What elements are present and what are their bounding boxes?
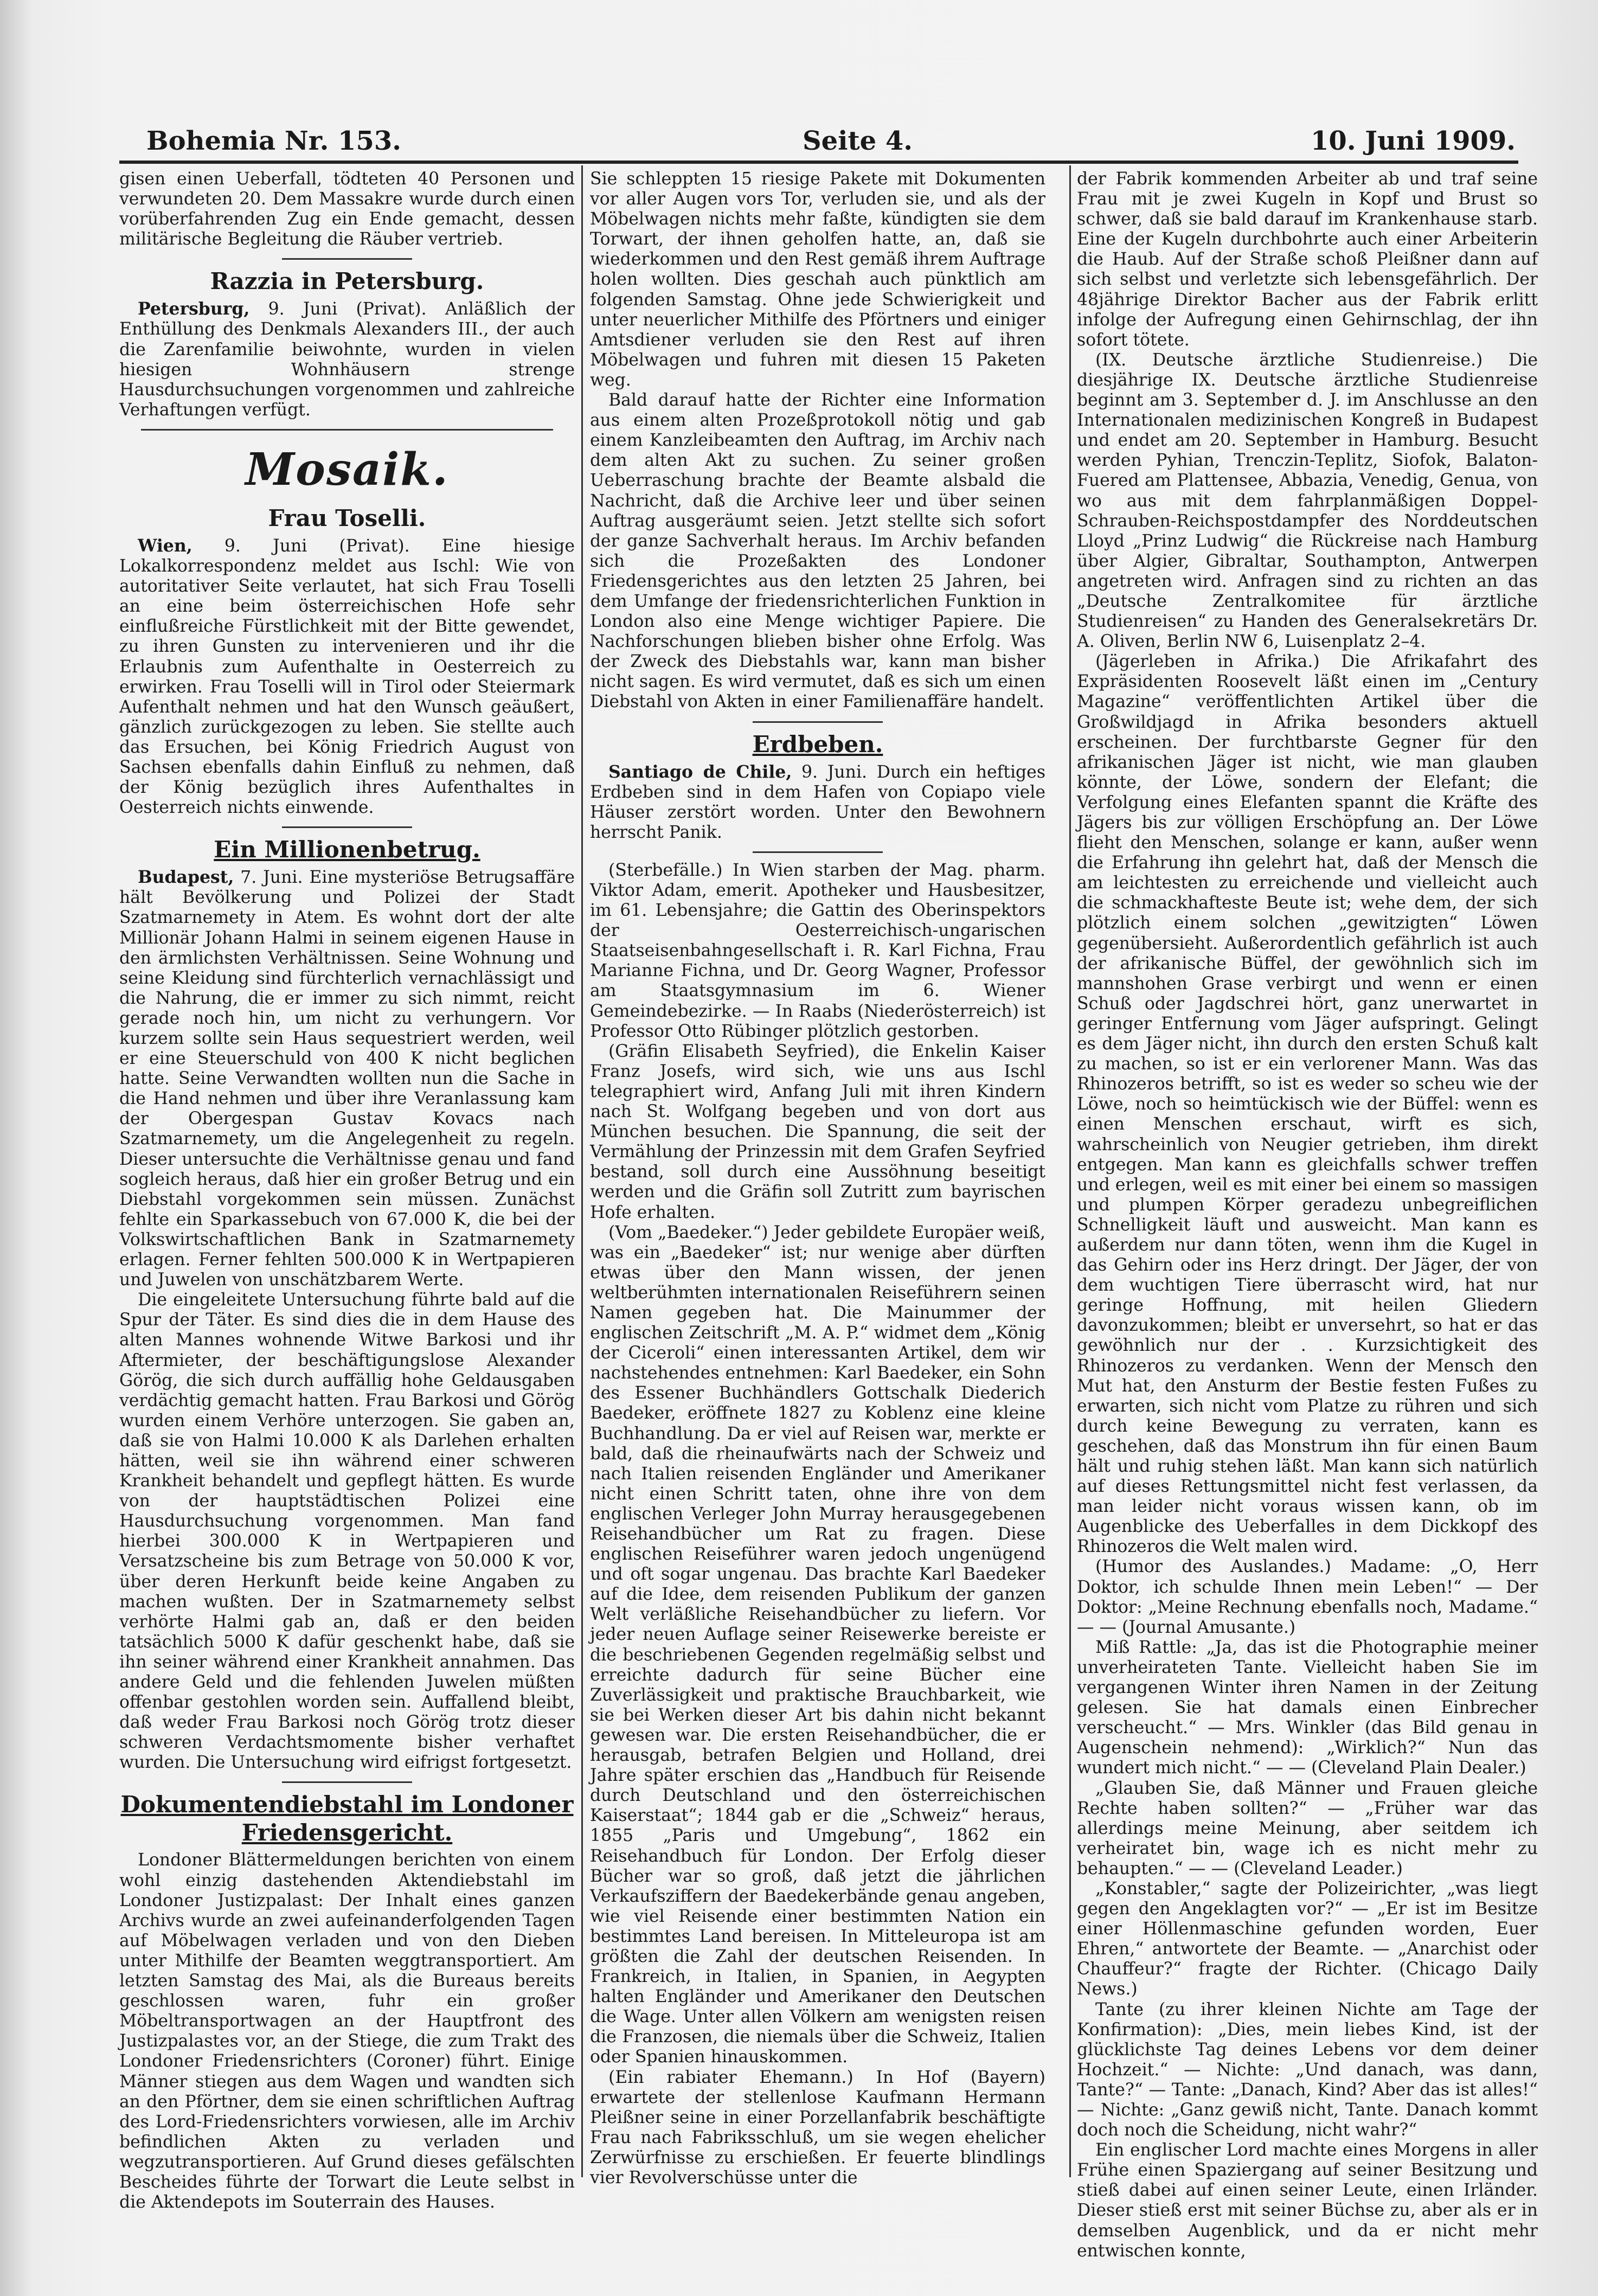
- section-title-mosaik: Mosaik.: [245, 443, 449, 496]
- column-divider-2: [1069, 165, 1071, 2177]
- humor-text: Madame: „O, Herr Doktor, ich schulde Ihnen mein Leben!“ — Der Doktor: „Meine Rechnung ebenfalls noch, Madame.“ — — (Journal Amusante.): [1077, 1557, 1538, 1637]
- column-2: [590, 169, 1045, 2188]
- article-toselli: [119, 536, 575, 818]
- dateline: Santiago de Chile,: [608, 761, 792, 782]
- article-text: 9. Juni (Privat). Anläßlich der Enthüllung des Denkmals Alexanders III., der auch die Zarenfamilie beiwohnte, wurden in vielen hiesigen Wohnhäusern strenge Hausdurchsuchungen vorgenommen und zahlreiche Verhaftungen verfügt.: [119, 299, 575, 420]
- item-jaegerleben: (Jägerleben in Afrika.) Die Afrikafahrt des Expräsidenten Roosevelt läßt einen im „Century Magazine“ veröffentlichten Artikel über die Großwildjagd in Afrika besonders aktuell erscheinen. Der furchtbarste Gegner für den afrikanischen Jäger ist nicht, wie man glauben könnte, der Löwe, sondern der Elefant; die Verfolgung eines Elefanten spannt die Kräfte des Jägers bis zur völligen Erschöpfung an. Der Löwe flieht den Menschen, solange er kann, außer wenn die Erfahrung ihn gelehrt hat, daß der Mensch die am leichtesten zu erreichende und vielleicht auch die schmackhafteste Beute ist; wehe dem, der sich plötzlich einem solchen „gewitzigten“ Löwen gegenübersieht. Außerordentlich gefährlich ist auch der afrikanische Büffel, der gewöhnlich sich im mannshohen Grase verbirgt und wenn er einen Schuß oder Jagdschrei hört, ganz unerwartet in geringer Entfernung vom Jäger aufspringt. Gelingt es dem Jäger nicht, ihn durch den ersten Schuß kalt zu machen, so ist er ein verlorener Mann. Was das Rhinozeros betrifft, so ist es weder so scheu wie der Löwe, noch so heimtückisch wie der Büffel: wenn es einen Menschen erschaut, wirft es sich, wahrscheinlich von Neugier getrieben, ihm direkt entgegen. Man kann es gleichfalls schwer treffen und erlegen, weil es mit einer bei einem so massigen und plumpen Körper geradezu unbegreiflichen Schnelligkeit läuft und ausweicht. Man kann es außerdem nur dann töten, wenn ihm die Kugel in das Gehirn oder ins Herz dringt. Der Jäger, der von dem wuchtigen Tiere überrascht wird, hat nur geringe Hoffnung, mit heilen Gliedern davonzukommen; bleibt er unversehrt, so hat er das gewöhnlich nur der . . Kurzsichtigkeit des Rhinozeros zu verdanken. Wenn der Mensch den Mut hat, den Ansturm der Bestie festen Fußes zu erwarten, sich nicht vom Platze zu rühren und sich durch keine Bewegung zu verraten, kann es geschehen, daß das Monstrum ihn für einen Baum hält und ruhig stehen läßt. Man kann sich natürlich auf dieses Rettungsmittel nicht fest verlassen, da man leider nicht voraus wissen kann, ob im Augenblicke des Ueberfalles in dem Dickkopf des Rhinozeros die Welt malen wird.: [1077, 652, 1538, 1557]
- page-header: [146, 120, 1516, 162]
- headline-razzia: Razzia in Petersburg.: [210, 268, 484, 295]
- column-divider-1: [581, 165, 583, 2177]
- article-text: 7. Juni. Eine mysteriöse Betrugsaffäre hält Bevölkerung und Polizei der Stadt Szatmarnemety in Atem. Es wohnt dort der alte Millionär Johann Halmi in seinem eigenen Hause in den ärmlichsten Verhältnissen. Seine Wohnung und seine Kleidung sind fürchterlich vernachlässigt und die Nahrung, die er immer zu sich nimmt, reicht gerade noch hin, um nicht zu verhungern. Vor kurzem sollte sein Haus sequestriert werden, weil er eine Steuerschuld von 400 K nicht beglichen hatte. Seine Verwandten wollten nun die Sache in die Hand nehmen und über ihre Veranlassung kam der Obergespan Gustav Kovacs nach Szatmarnemety, um die Angelegenheit zu regeln. Dieser untersuchte die Verhältnisse genau und fand sogleich heraus, daß hier ein großer Betrug und ein Diebstahl vorgekommen sein müssen. Zunächst fehlte ein Sparkassebuch von 67.000 K, die bei der Volkswirtschaftlichen Bank in Szatmarnemety erlagen. Ferner fehlten 500.000 K in Wertpapieren und Juwelen von unschätzbarem Werte.: [119, 868, 575, 1290]
- article-paragraph: Bald darauf hatte der Richter eine Information aus einem alten Prozeßprotokoll nötig und gab einem Kanzleibeamten den Auftrag, im Archiv nach dem alten Akt zu suchen. Zu seiner großen Ueberraschung brachte der Beamte alsbald die Nachricht, daß die Archive leer und über seinen Auftrag ausgeräumt seien. Jetzt stellte sich sofort der ganze Sachverhalt heraus. Im Archiv befanden sich die Prozeßakten des Londoner Friedensgerichtes aus den letzten 25 Jahren, bei dem Umfange der friedensrichterlichen Funktion in London also eine Menge wichtiger Papiere. Die Nachforschungen blieben bisher ohne Erfolg. Was der Zweck des Diebstahls war, kann man bisher nicht sagen. Es wird vermutet, daß es sich um einen Diebstahl von Akten in einer Familienaffäre handelt.: [590, 390, 1045, 712]
- dateline: Budapest,: [138, 867, 234, 888]
- item-sterbefaelle: (Sterbefälle.) In Wien starben der Mag. pharm. Viktor Adam, emerit. Apotheker und Hausbesitzer, im 61. Lebensjahre; die Gattin des Oberinspektors der Oesterreichisch-ungarischen Staatseisenbahngesellschaft i. R. Karl Fichna, Frau Marianne Fichna, und Dr. Georg Wagner, Professor am Staatsgymnasium im 6. Wiener Gemeindebezirke. — In Raabs (Niederösterreich) ist Professor Otto Rübinger plötzlich gestorben.: [590, 860, 1045, 1041]
- dateline: Wien,: [138, 535, 192, 556]
- article-text: 9. Juni. Durch ein heftiges Erdbeben sind in dem Hafen von Copiapo viele Häuser zerstört worden. Unter den Bewohnern herrscht Panik.: [590, 762, 1045, 842]
- article-continuation: gisen einen Ueberfall, tödteten 40 Personen und verwundeten 20. Dem Massakre wurde durch einen vorüberfahrenden Zug ein Ende gemacht, dessen militärische Begleitung die Räuber vertrieb.: [119, 169, 575, 249]
- separator: [282, 826, 412, 828]
- article-dokumentendiebstahl: Londoner Blättermeldungen berichten von einem wohl einzig dastehenden Aktendiebstahl im Londoner Justizpalast: Der Inhalt eines ganzen Archivs wurde an zwei aufeinanderfolgenden Tagen auf Möbelwagen verladen und von den Dieben unter Mithilfe der Beamten weggtransportiert. Am letzten Samstag des Mai, als die Bureaus bereits geschlossen waren, fuhr ein großer Möbeltransportwagen an der Hauptfront des Justizpalastes vor, an der Stiege, die zum Trakt des Londoner Friedensrichters (Coroner) führt. Einige Männer stiegen aus dem Wagen und wandten sich an den Pförtner, dem sie einen schriftlichen Auftrag des Lord-Friedensrichters vorwiesen, alle im Archiv befindlichen Akten zu verladen und wegzutransportieren. Auf Grund dieses gefälschten Bescheides führte der Torwart die Leute selbst in die Aktendepots im Souterrain des Hauses.: [119, 1850, 575, 2212]
- humor-item: „Konstabler,“ sagte der Polizeirichter, „was liegt gegen den Angeklagten vor?“ — „Er ist im Besitze einer Höllenmaschine gefunden worden, Euer Ehren,“ antwortete der Beamte. — „Anarchist oder Chauffeur?“ fragte der Richter. (Chicago Daily News.): [1077, 1878, 1538, 1999]
- humor-item: Miß Rattle: „Ja, das ist die Photographie meiner unverheirateten Tante. Vielleicht haben Sie im vergangenen Winter ihren Namen in der Zeitung gelesen. Sie hat damals einen Einbrecher verscheucht.“ — Mrs. Winkler (das Bild genau in Augenschein nehmend): „Wirklich?“ Nun das wundert mich nicht.“ — — (Cleveland Plain Dealer.): [1077, 1637, 1538, 1778]
- humor-item: Tante (zu ihrer kleinen Nichte am Tage der Konfirmation): „Dies, mein liebes Kind, ist der glücklichste Tag deines Lebens vor dem deiner Hochzeit.“ — Nichte: „Und danach, was dann, Tante?“ — Tante: „Danach, Kind? Aber das ist alles!“ — Nichte: „Ganz gewiß nicht, Tante. Danach kommt doch noch die Scheidung, nicht wahr?“: [1077, 1999, 1538, 2140]
- item-humor: [1077, 1557, 1538, 1637]
- article-paragraph: Die eingeleitete Untersuchung führte bald auf die Spur der Täter. Es sind dies die in dem Hause des alten Mannes wohnende Witwe Barkosi und ihr Aftermieter, der beschäftigungslose Alexander Görög, die sich durch auffällig hohe Geldausgaben verdächtig gemacht hatten. Frau Barkosi und Görög wurden einem Verhöre unterzogen. Sie gaben an, daß sie von Halmi 10.000 K als Darlehen erhalten hätten, weil sie ihn während einer schweren Krankheit behandelt und gepflegt hätten. Es wurde von der hauptstädtischen Polizei eine Hausdurchsuchung vorgenommen. Man fand hierbei 300.000 K in Wertpapieren und Versatzscheine bis zum Betrage von 50.000 K vor, über deren Herkunft beide keine Angaben zu machen wußten. Der in Szatmarnemety selbst verhörte Halmi gab an, daß er den beiden tatsächlich 5000 K dafür geschenkt habe, daß sie ihn seiner während einer Krankheit annahmen. Das andere Geld und die fehlenden Juwelen müßten offenbar gestohlen worden sein. Auffallend bleibt, daß weder Frau Barkosi noch Görög trotz dieser schweren Verdachtsmomente bisher verhaftet wurden. Die Untersuchung wird eifrigst fortgesetzt.: [119, 1290, 575, 1773]
- headline-dokumentendiebstahl: Dokumentendiebstahl im Londoner Friedensgericht.: [120, 1791, 574, 1846]
- separator: [753, 721, 883, 723]
- article-continuation: der Fabrik kommenden Arbeiter ab und traf seine Frau mit je zwei Kugeln in Kopf und Brust so schwer, daß sie bald darauf im Krankenhause starb. Eine der Kugeln durchbohrte auch einer Arbeiterin die Haub. Auf der Straße schoß Pleißner dann auf sich selbst und verletzte sich lebensgefährlich. Der 48jährige Direktor Bacher aus der Fabrik erlitt infolge der Aufregung einen Gehirnschlag, der ihn sofort tötete.: [1077, 169, 1538, 350]
- article-millionenbetrug: [119, 867, 575, 1290]
- headline-erdbeben: Erdbeben.: [752, 730, 883, 758]
- item-baedeker: (Vom „Baedeker.“) Jeder gebildete Europäer weiß, was ein „Baedeker“ ist; nur wenige aber dürften etwas über den Mann wissen, der jenen weltberühmten internationalen Reiseführern seinen Namen gegeben hat. Die Mainummer der englischen Zeitschrift „M. A. P.“ widmet dem „König der Ciceroli“ einen interessanten Artikel, dem wir nachstehendes entnehmen: Karl Baedeker, ein Sohn des Essener Buchhändlers Gottschalk Diederich Baedeker, eröffnete 1827 zu Koblenz eine kleine Buchhandlung. Da er viel auf Reisen war, merkte er bald, daß die rheinaufwärts nach der Schweiz und nach Italien reisenden Engländer und Amerikaner nicht einen Schritt taten, ohne ihre von dem englischen Verleger John Murray herausgegebenen Reisehandbücher um Rat zu fragen. Diese englischen Reiseführer waren jedoch ungenügend und oft sogar ungenau. Das brachte Karl Baedeker auf die Idee, dem reisenden Publikum der ganzen Welt verläßliche Reisehandbücher zu liefern. Vor jeder neuen Auflage seiner Reisewerke bereiste er die beschriebenen Gegenden regelmäßig selbst und erreichte dadurch für seine Bücher eine Zuverlässigkeit und praktische Brauchbarkeit, wie sie bei Werken dieser Art bis dahin nicht bekannt gewesen war. Die ersten Reisehandbücher, die er herausgab, betrafen Belgien und Holland, drei Jahre später erschien das „Handbuch für Reisende durch Deutschland und den österreichischen Kaiserstaat“; 1844 gab er die „Schweiz“ heraus, 1855 „Paris und Umgebung“, 1862 ein Reisehandbuch für London. Der Erfolg dieser Bücher war so groß, daß jetzt die jährlichen Verkaufsziffern der Baedekerbände genau angeben, wie viel Reisende einer bestimmten Nation ein bestimmtes Land bereisen. In Mitteleuropa ist am größten die Zahl der deutschen Reisenden. In Frankreich, in Italien, in Spanien, in Aegypten halten Engländer und Amerikaner den Deutschen die Wage. Unter allen Völkern am wenigsten reisen die Franzosen, die niemals über die Schweiz, Italien oder Spanien hinauskommen.: [590, 1222, 1045, 2067]
- header-rule: [119, 161, 1518, 164]
- separator: [141, 429, 553, 431]
- headline-toselli: Frau Toselli.: [268, 504, 426, 531]
- headline-millionenbetrug: Ein Millionenbetrug.: [214, 836, 480, 863]
- dateline: Petersburg,: [138, 299, 250, 319]
- article-text: 9. Juni (Privat). Eine hiesige Lokalkorrespondenz meldet aus Ischl: Wie von autoritativer Seite verlautet, hat sich Frau Toselli an eine beim österreichischen Hofe sehr einflußreiche Fürstlichkeit mit der Bitte gewendet, zu ihren Gunsten zu intervenieren und ihr die Erlaubnis zum Aufenthalte in Oesterreich zu erwirken. Frau Toselli will in Tirol oder Steiermark Aufenthalt nehmen und hat den Wunsch geäußert, gänzlich zurückgezogen zu leben. Sie stellte auch das Ersuchen, bei König Friedrich August von Sachsen ebenfalls dahin Einfluß zu nehmen, daß der König bezüglich ihres Aufenthaltes in Oesterreich nichts einwende.: [119, 536, 575, 818]
- item-studienreise: (IX. Deutsche ärztliche Studienreise.) Die diesjährige IX. Deutsche ärztliche Studienreise beginnt am 3. September d. J. im Anschlusse an den Internationalen medizinischen Kongreß in Budapest und endet am 20. September in Hamburg. Besucht werden Pyhian, Trenczin-Teplitz, Siofok, Balaton-Fuered am Plattensee, Abbazia, Venedig, Genua, von wo aus mit dem fahrplanmäßigen Doppel-Schrauben-Reichspostdampfer des Norddeutschen Lloyd „Prinz Ludwig“ die Rückreise nach Hamburg über Algier, Gibraltar, Southampton, Antwerpen angetreten wird. Anfragen sind zu richten an das „Deutsche Zentralkomitee für ärztliche Studienreisen“ zu Handen des Generalsekretärs Dr. A. Oliven, Berlin NW 6, Luisenplatz 2–4.: [1077, 350, 1538, 652]
- page-number: Seite 4.: [803, 126, 913, 156]
- article-razzia: [119, 299, 575, 420]
- article-continuation: Sie schleppten 15 riesige Pakete mit Dokumenten vor aller Augen vors Tor, verluden sie, und als der Möbelwagen nichts mehr faßte, kündigten sie dem Torwart, der ihnen geholfen hatte, an, daß sie wiederkommen und den Rest gemäß ihrem Auftrage holen wollten. Dies geschah auch pünktlich am folgenden Samstag. Ohne jede Schwierigkeit und unter neuerlicher Mithilfe des Pförtners und einiger Amtsdiener verluden sie den Rest auf ihren Möbelwagen und fuhren mit diesen 15 Paketen weg.: [590, 169, 1045, 390]
- masthead-issue: Bohemia Nr. 153.: [146, 126, 401, 156]
- separator: [282, 1781, 412, 1783]
- separator: [753, 851, 883, 853]
- separator: [282, 258, 412, 260]
- issue-date: 10. Juni 1909.: [1311, 126, 1516, 156]
- column-1: [119, 169, 575, 2212]
- item-graefin: (Gräfin Elisabeth Seyfried), die Enkelin Kaiser Franz Josefs, wird sich, wie uns aus Ischl telegraphiert wird, Anfang Juli mit ihren Kindern nach St. Wolfgang begeben und von dort aus München besuchen. Die Spannung, die seit der Vermählung der Prinzessin mit dem Grafen Seyfried bestand, soll durch eine Aussöhnung beseitigt werden und die Gräfin soll Zutritt zum bayrischen Hofe erhalten.: [590, 1041, 1045, 1222]
- humor-heading: (Humor des Auslandes.): [1095, 1557, 1331, 1577]
- column-3: [1077, 169, 1538, 2261]
- humor-item: „Glauben Sie, daß Männer und Frauen gleiche Rechte haben sollten?“ — „Früher war das allerdings meine Meinung, aber seitdem ich verheiratet bin, wage ich es nicht mehr zu behaupten.“ — — (Cleveland Leader.): [1077, 1778, 1538, 1878]
- item-ehemann: (Ein rabiater Ehemann.) In Hof (Bayern) erwartete der stellenlose Kaufmann Hermann Pleißner seine in einer Porzellanfabrik beschäftigte Frau nach Fabriksschluß, um sie wegen ehelicher Zerwürfnisse zu erschießen. Er feuerte blindlings vier Revolverschüsse unter die: [590, 2067, 1045, 2188]
- item-lord: Ein englischer Lord machte eines Morgens in aller Frühe einen Spaziergang auf seiner Besitzung und stieß dabei auf einen seiner Leute, einen Irländer. Dieser stieß erst mit seiner Büchse zu, aber als er in demselben Augenblick, und da er nicht mehr entwischen konnte,: [1077, 2140, 1538, 2261]
- article-erdbeben: [590, 762, 1045, 843]
